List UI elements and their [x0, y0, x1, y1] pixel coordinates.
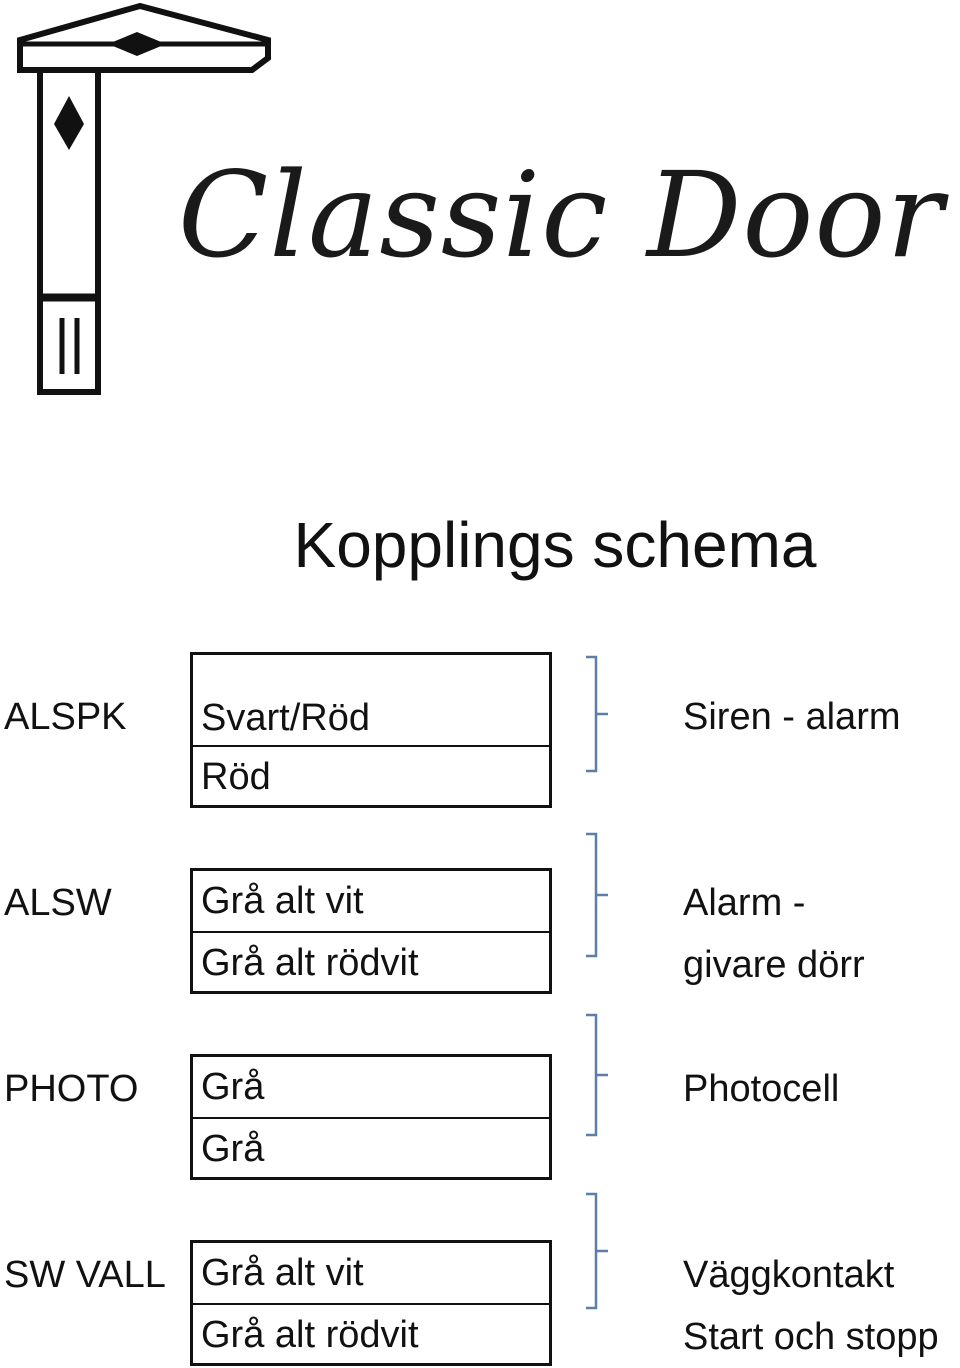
- brace-sw-vall: [584, 1192, 614, 1312]
- wire-cell: Svart/Röd: [201, 697, 370, 739]
- wire-cell: Grå alt rödvit: [193, 1303, 549, 1363]
- wire-box-photo: [190, 1054, 552, 1180]
- description-line: Siren - alarm: [683, 696, 901, 738]
- description-line: givare dörr: [683, 944, 865, 986]
- wire-cell: Grå alt vit: [201, 1252, 364, 1294]
- wire-cell: Grå: [201, 1066, 265, 1108]
- brace-photo: [584, 1013, 614, 1139]
- wire-box-alspk: [190, 652, 552, 808]
- wire-box-sw-vall: [190, 1240, 552, 1366]
- wire-cell: Röd: [193, 745, 549, 805]
- description-photo: [683, 1058, 839, 1120]
- row-label-sw-vall: SW VALL: [4, 1254, 166, 1296]
- description-line: Photocell: [683, 1068, 840, 1110]
- description-line: Start och stopp: [683, 1316, 939, 1358]
- brand-wordmark: Classic Door: [178, 146, 944, 284]
- description-line: Alarm -: [683, 882, 806, 924]
- row-label-alsw: ALSW: [4, 882, 112, 924]
- wire-cell: Grå alt vit: [201, 880, 364, 922]
- page-title: Kopplings schema: [293, 509, 817, 581]
- brand-logo: [0, 0, 960, 400]
- description-sw-vall: [683, 1244, 939, 1368]
- brace-alspk: [584, 655, 614, 775]
- row-label-photo: PHOTO: [4, 1068, 139, 1110]
- description-alspk: [683, 686, 901, 748]
- wire-cell: Grå alt rödvit: [193, 931, 549, 991]
- description-alsw: [683, 872, 865, 996]
- wire-cell: Grå: [193, 1117, 549, 1177]
- description-line: Väggkontakt: [683, 1254, 895, 1296]
- brace-alsw: [584, 832, 614, 960]
- row-label-alspk: ALSPK: [4, 696, 127, 738]
- wire-box-alsw: [190, 868, 552, 994]
